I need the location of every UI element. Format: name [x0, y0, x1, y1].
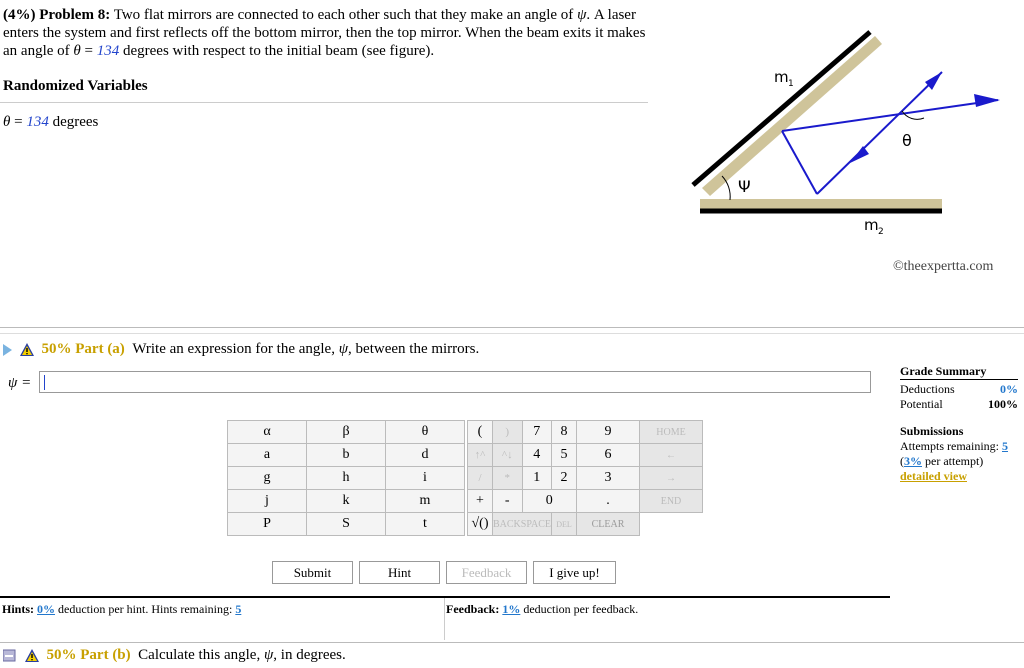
m1-label: m	[774, 68, 789, 86]
key-right-arrow[interactable]: →	[640, 467, 703, 490]
key-5[interactable]: 5	[552, 444, 577, 467]
feedback-label: Feedback:	[446, 602, 500, 616]
theta-symbol: θ	[73, 43, 81, 59]
key-plus[interactable]: +	[468, 490, 493, 513]
key-j[interactable]: j	[228, 490, 307, 513]
key-subscript[interactable]: ^↓	[493, 444, 523, 467]
collapsed-box-icon[interactable]	[3, 649, 17, 662]
key-alpha[interactable]: α	[228, 421, 307, 444]
problem-text-1: Two flat mirrors are connected to each other such that they make an angle of	[113, 7, 574, 23]
theta-label: θ	[902, 131, 912, 150]
m2-label: m	[864, 216, 879, 234]
randomized-variables-title: Randomized Variables	[3, 78, 148, 94]
part-b-prompt: Calculate this angle,	[138, 647, 261, 663]
key-minus[interactable]: -	[493, 490, 523, 513]
potential-value: 100%	[988, 397, 1018, 411]
key-dot[interactable]: .	[577, 490, 640, 513]
m2-subscript: 2	[878, 227, 884, 237]
grade-summary	[900, 364, 1018, 484]
key-backspace[interactable]: BACKSPACE	[493, 513, 552, 536]
hints-text: deduction per hint. Hints remaining:	[58, 602, 233, 616]
key-k[interactable]: k	[307, 490, 386, 513]
key-close-paren[interactable]: )	[493, 421, 523, 444]
key-superscript[interactable]: ↑^	[468, 444, 493, 467]
problem-text-3: degrees with respect to the initial beam (see figure).	[122, 43, 435, 59]
attempts-label: Attempts remaining:	[900, 439, 999, 453]
key-P[interactable]: P	[228, 513, 307, 536]
psi-symbol: ψ	[577, 7, 587, 23]
key-b[interactable]: b	[307, 444, 386, 467]
part-b-prompt-end: , in degrees.	[273, 647, 346, 663]
incoming-arrow-mid	[850, 146, 869, 163]
reflected-beam	[782, 131, 817, 194]
variable-keypad	[227, 420, 465, 536]
m1-subscript: 1	[788, 79, 794, 89]
divider	[0, 327, 1024, 328]
key-1[interactable]: 1	[522, 467, 552, 490]
key-left-arrow[interactable]: ←	[640, 444, 703, 467]
key-7[interactable]: 7	[522, 421, 552, 444]
randomized-variable-theta: θ = 134 degrees	[3, 114, 99, 130]
key-h[interactable]: h	[307, 467, 386, 490]
key-m[interactable]: m	[386, 490, 465, 513]
feedback-deduction: 1%	[502, 602, 521, 616]
hints-remaining: 5	[235, 602, 242, 616]
part-a-label: 50% Part (a)	[41, 341, 125, 357]
number-keypad	[467, 420, 703, 536]
key-del[interactable]: DEL	[552, 513, 577, 536]
submissions-title: Submissions	[900, 424, 964, 438]
key-multiply[interactable]: *	[493, 467, 523, 490]
key-theta[interactable]: θ	[386, 421, 465, 444]
bottom-mirror	[700, 199, 942, 210]
divider	[0, 102, 648, 103]
problem-statement: (4%) Problem 8: Two flat mirrors are connected to each other such that they make an angle of ψ. A laser enters the system and first reflects off the bottom mirror, then the top mirror. When the beam exits it makes an angle of θ = 134 degrees with respect to the initial beam (see figure).	[3, 7, 646, 59]
theta-value: 134	[26, 114, 49, 130]
deductions-value: 0%	[1000, 382, 1018, 396]
top-mirror-edge	[693, 32, 870, 185]
part-a-header	[3, 341, 479, 358]
hint-button[interactable]: Hint	[359, 561, 440, 584]
attempts-row	[900, 439, 1018, 454]
attempts-value: 5	[1001, 439, 1008, 453]
key-6[interactable]: 6	[577, 444, 640, 467]
per-attempt-row: (3% per attempt)	[900, 454, 984, 468]
hints-panel	[0, 596, 445, 640]
part-a-prompt-end: , between the mirrors.	[348, 341, 480, 357]
key-beta[interactable]: β	[307, 421, 386, 444]
deductions-label: Deductions	[900, 382, 955, 396]
text-caret	[44, 375, 45, 390]
grade-summary-title: Grade Summary	[900, 364, 1018, 380]
outgoing-beam	[782, 100, 998, 131]
per-attempt-text: per attempt)	[925, 454, 984, 468]
key-2[interactable]: 2	[552, 467, 577, 490]
key-4[interactable]: 4	[522, 444, 552, 467]
problem-text-2: A laser enters the system and first reflects off the bottom mirror, then the top mirror. When the beam exits it makes an angle of	[3, 7, 646, 59]
key-end[interactable]: END	[640, 490, 703, 513]
warning-icon	[20, 343, 34, 356]
key-0[interactable]: 0	[522, 490, 577, 513]
warning-icon	[25, 649, 39, 662]
problem-weight: (4%)	[3, 7, 36, 23]
answer-label: ψ =	[8, 375, 32, 391]
potential-row	[900, 397, 1018, 412]
mirror-figure	[680, 20, 1024, 250]
incoming-beam	[817, 72, 942, 194]
potential-label: Potential	[900, 397, 943, 411]
per-attempt-pct: 3%	[904, 454, 922, 468]
problem-number: Problem 8:	[39, 7, 111, 23]
submit-button[interactable]: Submit	[272, 561, 353, 584]
expand-arrow-icon[interactable]	[3, 344, 12, 356]
key-S[interactable]: S	[307, 513, 386, 536]
theta-unit: degrees	[52, 114, 99, 130]
hints-label: Hints:	[2, 602, 35, 616]
divider	[0, 642, 1024, 643]
key-clear[interactable]: CLEAR	[577, 513, 640, 536]
theta-symbol: θ	[3, 114, 11, 130]
part-b-header	[3, 647, 346, 664]
psi-symbol: ψ	[263, 647, 274, 663]
part-b-label: 50% Part (b)	[46, 647, 131, 663]
feedback-text: deduction per feedback.	[523, 602, 639, 616]
key-i[interactable]: i	[386, 467, 465, 490]
detailed-view-link[interactable]: detailed view	[900, 469, 967, 483]
feedback-button[interactable]: Feedback	[446, 561, 527, 584]
key-t[interactable]: t	[386, 513, 465, 536]
theta-value: 134	[96, 43, 120, 59]
top-mirror	[702, 36, 882, 196]
key-divide[interactable]: /	[468, 467, 493, 490]
deductions-row	[900, 382, 1018, 397]
answer-input[interactable]	[39, 371, 871, 393]
psi-label: Ψ	[738, 177, 751, 196]
key-home[interactable]: HOME	[640, 421, 703, 444]
key-8[interactable]: 8	[552, 421, 577, 444]
copyright: ©theexpertta.com	[893, 259, 994, 274]
key-d[interactable]: d	[386, 444, 465, 467]
key-9[interactable]: 9	[577, 421, 640, 444]
feedback-panel	[444, 596, 890, 640]
key-g[interactable]: g	[228, 467, 307, 490]
part-a-prompt: Write an expression for the angle,	[132, 341, 335, 357]
hints-deduction: 0%	[37, 602, 56, 616]
key-a[interactable]: a	[228, 444, 307, 467]
psi-symbol: ψ	[338, 341, 349, 357]
divider	[0, 333, 1024, 334]
give-up-button[interactable]: I give up!	[533, 561, 616, 584]
key-3[interactable]: 3	[577, 467, 640, 490]
outgoing-arrow	[974, 94, 1000, 107]
key-sqrt[interactable]: √()	[468, 513, 493, 536]
key-open-paren[interactable]: (	[468, 421, 493, 444]
